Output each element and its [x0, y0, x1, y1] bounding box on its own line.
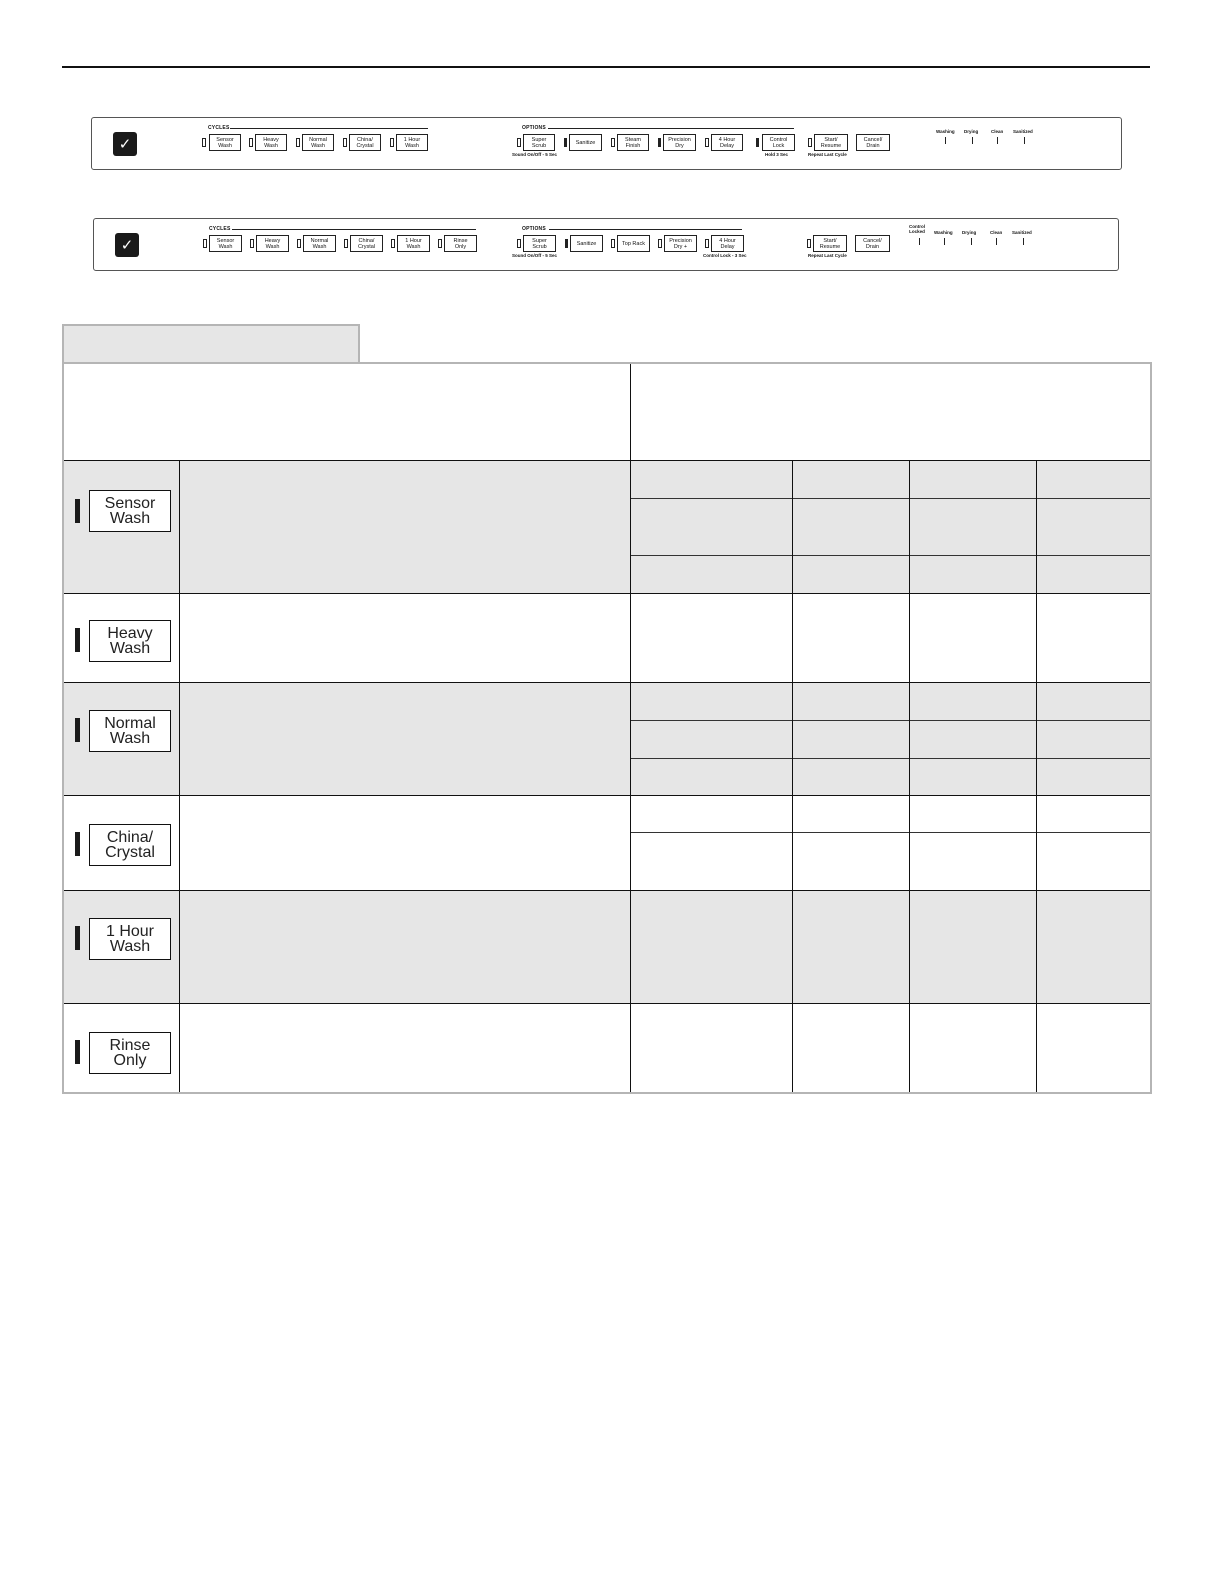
cycle-led	[75, 499, 80, 523]
cycle-led	[75, 718, 80, 742]
cycles-group-line	[230, 128, 428, 129]
option-led	[705, 138, 709, 147]
button-label: Super	[532, 237, 547, 244]
option-led	[756, 138, 759, 147]
option-led	[517, 239, 521, 248]
button-label: Control	[769, 136, 788, 143]
button-label: Wash	[218, 243, 233, 250]
panel2-1-hour-wash-button[interactable]	[397, 235, 430, 252]
status-sanitized: Sanitized	[1012, 230, 1032, 235]
cycles-group-line	[232, 229, 476, 230]
button-label: Precision	[669, 237, 692, 244]
button-label: Wash	[109, 730, 151, 747]
option-led	[658, 239, 662, 248]
start-led	[808, 138, 812, 147]
button-label: China/	[357, 136, 373, 143]
row-shade-1hour	[64, 890, 1150, 1003]
option-led	[658, 138, 661, 147]
col-line	[792, 460, 793, 1092]
option-led	[564, 138, 567, 147]
cycle-led	[390, 138, 394, 147]
col-line	[179, 460, 180, 1092]
status-sanitized: Sanitized	[1013, 129, 1033, 134]
row-shade-normal	[64, 682, 1150, 795]
status-drying: Drying	[964, 129, 979, 134]
row-shade-sensor	[64, 460, 1150, 593]
button-label: 4 Hour	[718, 136, 736, 143]
button-label: Steam	[625, 136, 641, 143]
subrow-line	[630, 832, 1150, 833]
repeat-note: Repeat Last Cycle	[808, 152, 847, 157]
panel2-heavy-wash-button[interactable]	[256, 235, 289, 252]
panel1-sensor-wash-button[interactable]	[209, 134, 241, 151]
status-led	[972, 137, 973, 144]
button-label: Normal	[310, 237, 329, 244]
cycle-led	[249, 138, 253, 147]
cycle-table	[62, 362, 1152, 1094]
panel1-normal-wash-button[interactable]	[302, 134, 334, 151]
row-line	[64, 593, 1150, 594]
button-label: Scrub	[532, 243, 547, 250]
options-group-line	[549, 229, 742, 230]
panel1-super-scrub-button[interactable]	[523, 134, 555, 151]
panel1-control-lock-button[interactable]	[762, 134, 795, 151]
cycle-led	[391, 239, 395, 248]
button-label: Drain	[865, 243, 880, 250]
panel2-sensor-wash-button[interactable]	[209, 235, 242, 252]
panel1-heavy-wash-button[interactable]	[255, 134, 287, 151]
button-label: Wash	[218, 142, 232, 149]
button-label: Heavy	[263, 136, 279, 143]
button-label: Cancel/	[863, 237, 882, 244]
button-label: China/	[106, 829, 154, 846]
subrow-line	[630, 720, 1150, 721]
sound-note: Sound On/Off - 5 Sec	[512, 152, 558, 157]
status-drying: Drying	[962, 230, 977, 235]
button-label: Resume	[820, 142, 842, 149]
button-label: Sanitize	[575, 139, 596, 146]
cycle-led	[203, 239, 207, 248]
button-label: Start/	[823, 237, 837, 244]
button-label: Wash	[109, 510, 151, 527]
cycle-led	[75, 628, 80, 652]
col-line	[1036, 460, 1037, 1092]
button-label: Cancel/	[863, 136, 883, 143]
options-label: OPTIONS	[522, 226, 546, 232]
button-label: China/	[358, 237, 375, 244]
panel2-sanitize-button[interactable]	[570, 235, 603, 252]
status-clean: Clean	[991, 129, 1004, 134]
cycle-led	[75, 926, 80, 950]
sound-note: Sound On/Off - 5 Sec	[512, 253, 558, 258]
status-led	[997, 137, 998, 144]
option-led	[565, 239, 568, 248]
cycle-led	[344, 239, 348, 248]
heavy-wash-button[interactable]	[89, 620, 171, 662]
status-label-line: Locked	[909, 229, 925, 234]
button-label: Super	[531, 136, 547, 143]
status-washing: Washing	[936, 129, 955, 134]
col-line	[630, 460, 631, 1092]
button-label: Drain	[866, 142, 880, 149]
button-label: Delay	[719, 142, 735, 149]
sensor-wash-button[interactable]	[89, 490, 171, 532]
panel2-rinse-only-button[interactable]	[444, 235, 477, 252]
button-label: Wash	[109, 640, 151, 657]
button-label: Precision	[668, 136, 691, 143]
button-label: Wash	[312, 243, 327, 250]
panel1-cancel-drain-button[interactable]	[856, 134, 890, 151]
panel2-top-rack-button[interactable]	[617, 235, 650, 252]
button-label: Resume	[819, 243, 841, 250]
status-led	[1024, 137, 1025, 144]
cycle-led	[202, 138, 206, 147]
brand-logo-icon: ✓	[113, 132, 137, 156]
button-label: Crystal	[105, 844, 155, 861]
status-control-locked	[909, 224, 925, 234]
options-group-line	[548, 128, 794, 129]
button-label: 4 Hour	[719, 237, 736, 244]
button-label: Finish	[625, 142, 641, 149]
button-label: Sensor	[104, 495, 156, 512]
start-led	[807, 239, 811, 248]
row-line	[64, 460, 1150, 461]
button-label: Wash	[109, 938, 151, 955]
button-label: Wash	[405, 142, 419, 149]
button-label: 1 Hour	[105, 923, 155, 940]
button-label: Lock	[772, 142, 785, 149]
option-led	[611, 239, 615, 248]
top-rule	[62, 66, 1150, 68]
subrow-line	[630, 498, 1150, 499]
status-washing: Washing	[934, 230, 953, 235]
status-led	[945, 137, 946, 144]
panel2-china-crystal-button[interactable]	[350, 235, 383, 252]
cycles-label: CYCLES	[209, 226, 231, 232]
button-label: Normal	[104, 715, 156, 732]
option-led	[611, 138, 615, 147]
cycles-label: CYCLES	[208, 125, 230, 131]
button-label: Wash	[311, 142, 325, 149]
status-led	[1023, 238, 1024, 245]
button-label: Wash	[406, 243, 421, 250]
control-lock-note: Control Lock - 3 Sec	[703, 253, 747, 258]
button-label: Sensor	[216, 237, 235, 244]
row-line	[64, 1003, 1150, 1004]
button-label: Dry	[675, 142, 684, 149]
panel1-start-resume-button[interactable]	[814, 134, 848, 151]
options-label: OPTIONS	[522, 125, 546, 131]
panel2-cancel-drain-button[interactable]	[855, 235, 890, 252]
panel1-sanitize-button[interactable]	[569, 134, 602, 151]
cycle-led	[438, 239, 442, 248]
button-label: Start/	[824, 136, 838, 143]
button-label: 1 Hour	[403, 136, 421, 143]
button-label: Crystal	[357, 243, 376, 250]
hold-note: Hold 3 Sec	[765, 152, 789, 157]
row-line	[64, 795, 1150, 796]
button-label: Sanitize	[576, 240, 597, 247]
button-label: Rinse	[453, 237, 468, 244]
button-label: Delay	[720, 243, 735, 250]
panel2-normal-wash-button[interactable]	[303, 235, 336, 252]
button-label: Heavy	[107, 625, 153, 642]
button-label: Dry +	[673, 243, 688, 250]
status-clean: Clean	[990, 230, 1003, 235]
cycle-led	[75, 1040, 80, 1064]
button-label: 1 Hour	[405, 237, 422, 244]
panel1-china-crystal-button[interactable]	[349, 134, 381, 151]
button-label: Only	[113, 1052, 147, 1069]
panel2-4-hour-delay-button[interactable]	[711, 235, 744, 252]
1-hour-wash-button[interactable]	[89, 918, 171, 960]
panel2-super-scrub-button[interactable]	[523, 235, 556, 252]
table-tab-header	[62, 324, 360, 362]
panel2-precision-dry-plus-button[interactable]	[664, 235, 697, 252]
button-label: Top Rack	[622, 240, 645, 247]
button-label: Scrub	[531, 142, 547, 149]
button-label: Wash	[264, 142, 278, 149]
button-label: Normal	[309, 136, 327, 143]
row-line	[64, 682, 1150, 683]
rinse-only-button[interactable]	[89, 1032, 171, 1074]
button-label: Heavy	[264, 237, 281, 244]
panel2-start-resume-button[interactable]	[813, 235, 847, 252]
button-label: Sensor	[216, 136, 234, 143]
subrow-line	[630, 758, 1150, 759]
button-label: Rinse	[109, 1037, 151, 1054]
button-label: Only	[454, 243, 467, 250]
normal-wash-button[interactable]	[89, 710, 171, 752]
status-label-line: Control	[909, 224, 925, 229]
status-led	[944, 238, 945, 245]
panel1-1-hour-wash-button[interactable]	[396, 134, 428, 151]
china-crystal-button[interactable]	[89, 824, 171, 866]
cycle-led	[250, 239, 254, 248]
col-line	[909, 460, 910, 1092]
panel1-4-hour-delay-button[interactable]	[711, 134, 743, 151]
cycle-led	[296, 138, 300, 147]
status-led	[919, 238, 920, 245]
button-label: Crystal	[356, 142, 374, 149]
subrow-line	[630, 555, 1150, 556]
panel1-steam-finish-button[interactable]	[617, 134, 649, 151]
status-led	[971, 238, 972, 245]
status-led	[996, 238, 997, 245]
brand-logo-icon: ✓	[115, 233, 139, 257]
option-led	[705, 239, 709, 248]
option-led	[517, 138, 521, 147]
cycle-led	[343, 138, 347, 147]
row-line	[64, 890, 1150, 891]
button-label: Wash	[265, 243, 280, 250]
control-panel-2	[93, 218, 1119, 271]
control-panel-1	[91, 117, 1122, 170]
cycle-led	[297, 239, 301, 248]
header-divider	[630, 364, 631, 460]
repeat-note: Repeat Last Cycle	[808, 253, 847, 258]
panel1-precision-dry-button[interactable]	[663, 134, 696, 151]
cycle-led	[75, 832, 80, 856]
